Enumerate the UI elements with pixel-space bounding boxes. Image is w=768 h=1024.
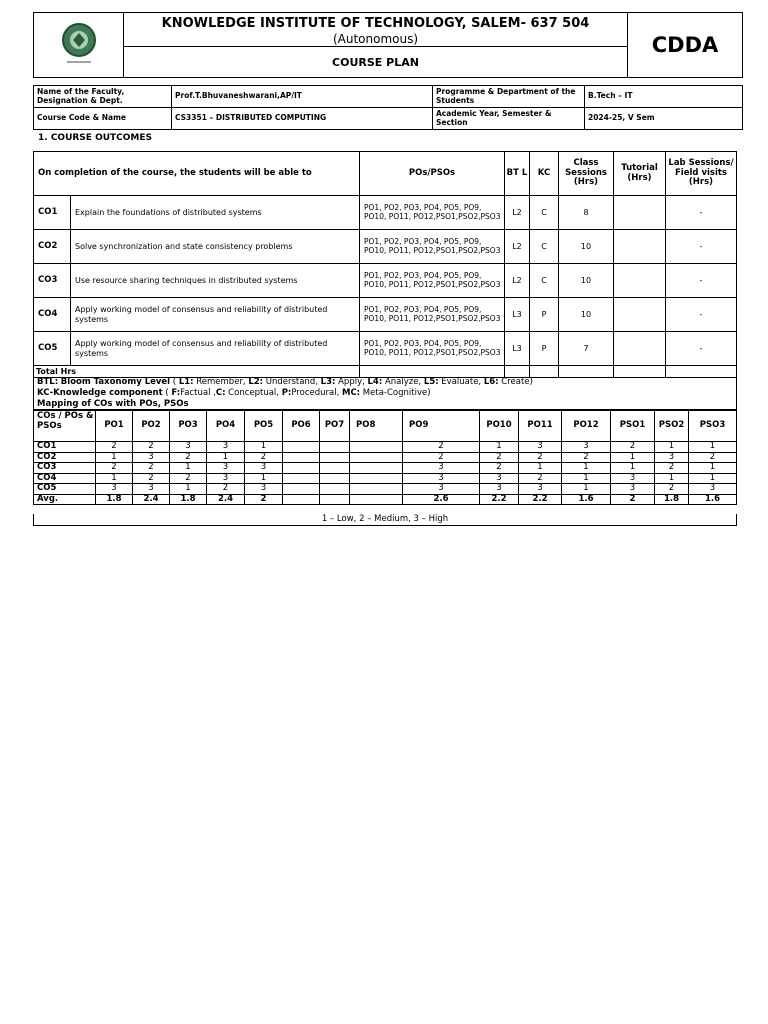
mapping-cell: 2 [133,442,170,453]
average-cell: 2 [245,494,283,505]
mapping-cell: 2 [480,463,519,474]
mapping-cell [283,484,320,495]
btl-legend-title: Bloom Taxonomy Level [60,377,171,387]
table-row [34,442,737,453]
co-tutorial-hours [614,332,666,366]
legend-key: P: [281,388,292,398]
mapping-row-label: CO1 [34,442,96,453]
kc-legend-title: KC-Knowledge component [37,388,163,398]
mapping-cell: 3 [611,484,655,495]
kc-header: KC [530,152,559,196]
mapping-column-header: PO2 [133,411,170,442]
average-cell [320,494,350,505]
mapping-cell: 3 [689,484,737,495]
course-value: CS3351 – DISTRIBUTED COMPUTING [172,108,433,130]
average-cell [283,494,320,505]
mapping-title-text: Mapping of COs with POs, PSOs [37,399,189,409]
legend-text: Understand, [263,377,321,387]
co-description: Apply working model of consensus and reliability of distributed systems [71,298,360,332]
co-kc: C [530,264,559,298]
co-tutorial-hours [614,264,666,298]
mapping-cell: 3 [245,484,283,495]
mapping-cell: 1 [689,442,737,453]
co-id: CO3 [34,264,71,298]
co-id: CO4 [34,298,71,332]
table-row [34,463,737,474]
correlation-scale: 1 – Low, 2 – Medium, 3 – High [33,514,737,526]
legend-text: Meta-Cognitive) [360,388,431,398]
total-cell [505,366,530,378]
average-cell: 1.6 [689,494,737,505]
mapping-cell [283,473,320,484]
mapping-column-header: PO5 [245,411,283,442]
co-lab-hours: - [666,298,737,332]
co-pos: PO1, PO2, PO3, PO4, PO5, PO9, PO10, PO11, PO12,PSO1,PSO2,PSO3 [360,196,505,230]
legend-box [33,377,737,410]
legend-key: F: [171,388,181,398]
table-row [34,230,737,264]
logo-cell [34,13,124,78]
legend-text: ( [170,377,179,387]
legend-text: ( [162,388,172,398]
mapping-cell: 3 [480,484,519,495]
mapping-cell [350,442,403,453]
mapping-cell: 2 [655,463,689,474]
mapping-cell [283,463,320,474]
average-cell: 2.6 [403,494,480,505]
legend-key: L6: [483,377,499,387]
btl-header: BT L [505,152,530,196]
mapping-cell: 1 [207,452,245,463]
autonomous-status: (Autonomous) [124,32,628,47]
outcome-statement-header: On completion of the course, the students will be able to [34,152,360,196]
mapping-cell [320,473,350,484]
mapping-column-header: PO4 [207,411,245,442]
mapping-cell: 1 [562,484,611,495]
mapping-cell: 3 [611,473,655,484]
co-kc: P [530,332,559,366]
average-cell: 2.4 [207,494,245,505]
mapping-column-header: PO3 [170,411,207,442]
mapping-cell: 3 [403,484,480,495]
mapping-cell: 2 [170,452,207,463]
btl-legend-label: BTL: [37,377,59,387]
average-cell: 2.2 [480,494,519,505]
legend-key: L5: [423,377,439,387]
co-pos: PO1, PO2, PO3, PO4, PO5, PO9, PO10, PO11, PO12,PSO1,PSO2,PSO3 [360,264,505,298]
mapping-column-header: PSO2 [655,411,689,442]
co-btl: L2 [505,264,530,298]
mapping-cell: 2 [133,463,170,474]
legend-text: Factual , [180,388,216,398]
co-btl: L2 [505,196,530,230]
course-outcomes-table [33,151,737,378]
table-row [34,264,737,298]
mapping-cell: 1 [611,452,655,463]
mapping-cell: 3 [133,484,170,495]
co-lab-hours: - [666,264,737,298]
mapping-cell [320,484,350,495]
section-title: 1. COURSE OUTCOMES [38,133,153,143]
mapping-cell: 1 [480,442,519,453]
mapping-cell: 1 [245,473,283,484]
mapping-cell: 2 [133,473,170,484]
total-cell [559,366,614,378]
co-lab-hours: - [666,196,737,230]
total-hours-label: Total Hrs [34,366,360,378]
lab-sessions-header: Lab Sessions/ Field visits (Hrs) [666,152,737,196]
mapping-cell: 1 [170,484,207,495]
mapping-column-header: PSO1 [611,411,655,442]
mapping-row-label: CO2 [34,452,96,463]
legend-text: Conceptual, [225,388,282,398]
co-class-hours: 10 [559,264,614,298]
mapping-cell: 3 [207,442,245,453]
mapping-cell: 2 [96,442,133,453]
mapping-cell: 1 [689,463,737,474]
mapping-cell: 3 [519,442,562,453]
co-class-hours: 10 [559,230,614,264]
average-cell [350,494,403,505]
mapping-cell [320,442,350,453]
co-id: CO1 [34,196,71,230]
co-lab-hours: - [666,332,737,366]
average-cell: 1.8 [655,494,689,505]
document-code: CDDA [628,13,743,78]
co-pos: PO1, PO2, PO3, PO4, PO5, PO9, PO10, PO11, PO12,PSO1,PSO2,PSO3 [360,332,505,366]
faculty-value: Prof.T.Bhuvaneshwarani,AP/IT [172,86,433,108]
co-pos: PO1, PO2, PO3, PO4, PO5, PO9, PO10, PO11, PO12,PSO1,PSO2,PSO3 [360,298,505,332]
co-description: Apply working model of consensus and reliability of distributed systems [71,332,360,366]
mapping-cell: 3 [403,463,480,474]
programme-label: Programme & Department of the Students [433,86,585,108]
legend-text: Create) [498,377,533,387]
legend-key: L4: [367,377,383,387]
btl-legend [37,377,736,388]
mapping-cell: 1 [611,463,655,474]
mapping-column-header: PO9 [403,411,480,442]
co-kc: P [530,298,559,332]
institute-name: KNOWLEDGE INSTITUTE OF TECHNOLOGY, SALEM- 637 504 [124,13,628,33]
mapping-column-header: PO6 [283,411,320,442]
year-value: 2024-25, V Sem [585,108,743,130]
mapping-cell: 2 [655,484,689,495]
mapping-cell: 3 [480,473,519,484]
mapping-corner-header: COs / POs & PSOs [34,411,96,442]
mapping-cell: 1 [519,463,562,474]
total-cell [666,366,737,378]
co-class-hours: 10 [559,298,614,332]
mapping-row-label: CO4 [34,473,96,484]
mapping-cell: 3 [133,452,170,463]
co-kc: C [530,230,559,264]
legend-text: Remember, [193,377,249,387]
table-row [34,332,737,366]
mapping-cell: 1 [96,452,133,463]
mapping-column-header: PO8 [350,411,403,442]
class-sessions-header: Class Sessions (Hrs) [559,152,614,196]
mapping-title [37,399,736,410]
table-row [34,452,737,463]
mapping-cell: 1 [689,473,737,484]
mapping-cell: 1 [245,442,283,453]
mapping-column-header: PO12 [562,411,611,442]
mapping-cell: 3 [655,452,689,463]
co-btl: L3 [505,332,530,366]
legend-key: L1: [178,377,194,387]
table-row [34,484,737,495]
pos-header: POs/PSOs [360,152,505,196]
mapping-cell: 2 [207,484,245,495]
mapping-cell: 3 [207,463,245,474]
total-cell [530,366,559,378]
mapping-cell [320,452,350,463]
mapping-cell [350,463,403,474]
total-hours-row [34,366,737,378]
co-kc: C [530,196,559,230]
legend-key: MC: [341,388,361,398]
co-tutorial-hours [614,230,666,264]
co-description: Solve synchronization and state consistency problems [71,230,360,264]
mapping-cell: 3 [207,473,245,484]
co-id: CO5 [34,332,71,366]
average-cell: 2.2 [519,494,562,505]
faculty-label: Name of the Faculty, Designation & Dept. [34,86,172,108]
year-label: Academic Year, Semester & Section [433,108,585,130]
mapping-cell: 1 [562,463,611,474]
legend-key: L2: [248,377,264,387]
total-cell [614,366,666,378]
average-cell: 1.8 [96,494,133,505]
course-label: Course Code & Name [34,108,172,130]
mapping-header-row [34,411,737,442]
legend-text: Analyze, [382,377,424,387]
programme-value: B.Tech – IT [585,86,743,108]
mapping-cell: 2 [519,473,562,484]
co-class-hours: 7 [559,332,614,366]
kc-legend [37,388,736,399]
mapping-column-header: PSO3 [689,411,737,442]
mapping-cell: 3 [519,484,562,495]
tutorial-header: Tutorial (Hrs) [614,152,666,196]
co-description: Explain the foundations of distributed systems [71,196,360,230]
table-row [34,298,737,332]
mapping-cell: 2 [96,463,133,474]
co-tutorial-hours [614,196,666,230]
legend-text: Apply, [335,377,368,387]
mapping-cell: 2 [611,442,655,453]
mapping-cell: 3 [96,484,133,495]
average-cell: 2 [611,494,655,505]
table-row [34,196,737,230]
mapping-column-header: PO7 [320,411,350,442]
mapping-cell: 2 [403,442,480,453]
average-cell: 1.8 [170,494,207,505]
total-cell [360,366,505,378]
mapping-cell: 1 [562,473,611,484]
document-header [33,12,743,78]
mapping-cell: 2 [562,452,611,463]
mapping-cell: 3 [562,442,611,453]
mapping-column-header: PO11 [519,411,562,442]
mapping-cell: 2 [519,452,562,463]
mapping-cell [283,442,320,453]
co-btl: L3 [505,298,530,332]
co-po-mapping-table [33,410,737,505]
mapping-cell [350,484,403,495]
mapping-cell [350,473,403,484]
mapping-cell: 2 [403,452,480,463]
co-id: CO2 [34,230,71,264]
legend-text: Procedural, [291,388,342,398]
mapping-cell: 2 [689,452,737,463]
mapping-cell: 1 [96,473,133,484]
mapping-row-label: CO5 [34,484,96,495]
average-cell: 1.6 [562,494,611,505]
table-row [34,473,737,484]
mapping-cell: 1 [170,463,207,474]
co-lab-hours: - [666,230,737,264]
mapping-cell: 1 [655,442,689,453]
average-cell: 2.4 [133,494,170,505]
mapping-column-header: PO1 [96,411,133,442]
mapping-cell [283,452,320,463]
mapping-cell [320,463,350,474]
mapping-cell: 3 [170,442,207,453]
co-tutorial-hours [614,298,666,332]
mapping-cell [350,452,403,463]
mapping-row-label: CO3 [34,463,96,474]
faculty-info-table [33,85,743,130]
mapping-cell: 2 [170,473,207,484]
course-plan-title: COURSE PLAN [124,47,628,78]
co-description: Use resource sharing techniques in distributed systems [71,264,360,298]
co-btl: L2 [505,230,530,264]
legend-key: L3: [320,377,336,387]
mapping-cell: 3 [403,473,480,484]
mapping-column-header: PO10 [480,411,519,442]
legend-key: C: [215,388,226,398]
mapping-cell: 1 [655,473,689,484]
average-row [34,494,737,505]
legend-text: Evaluate, [438,377,484,387]
mapping-cell: 2 [480,452,519,463]
co-class-hours: 8 [559,196,614,230]
mapping-cell: 2 [245,452,283,463]
co-pos: PO1, PO2, PO3, PO4, PO5, PO9, PO10, PO11, PO12,PSO1,PSO2,PSO3 [360,230,505,264]
average-label: Avg. [34,494,96,505]
mapping-cell: 3 [245,463,283,474]
institute-logo-icon [53,18,105,68]
